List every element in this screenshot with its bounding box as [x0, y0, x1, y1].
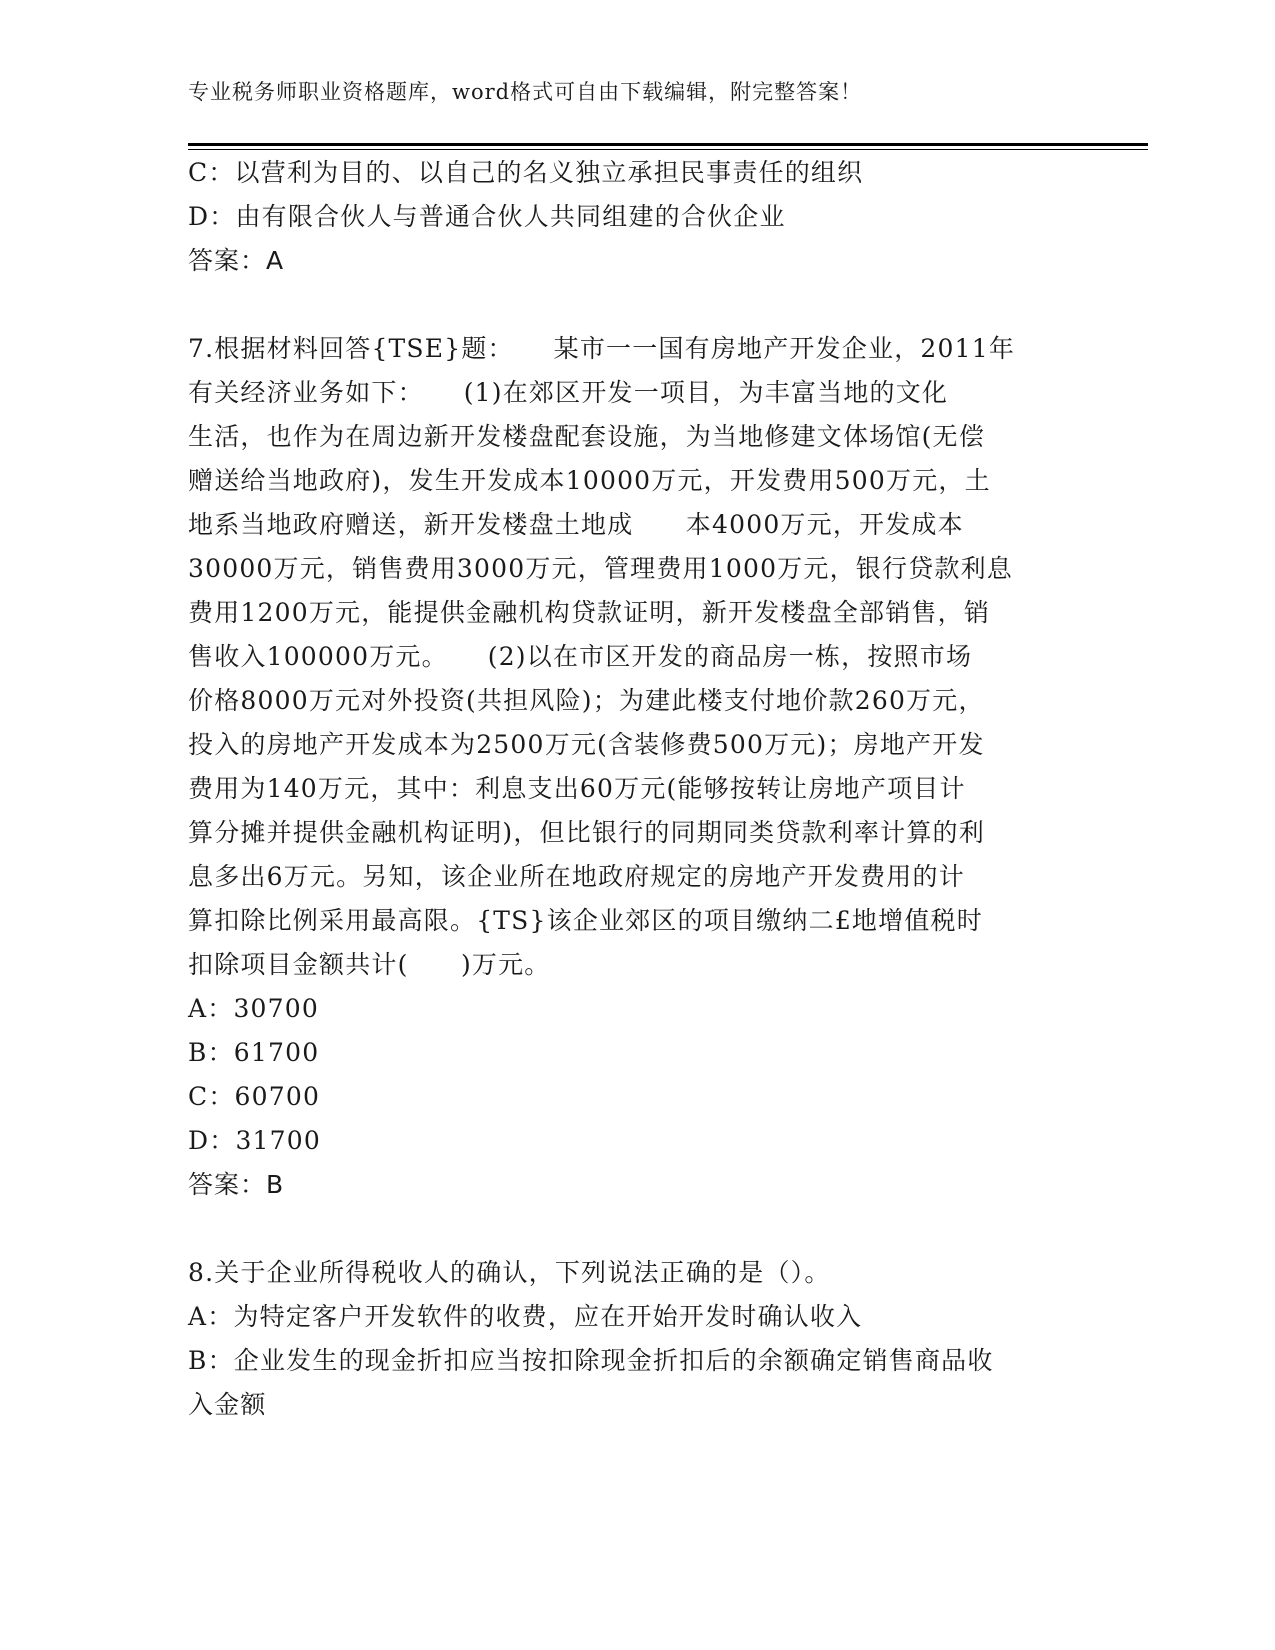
q7-line: 算分摊并提供金融机构证明)，但比银行的同期同类贷款利率计算的利 — [188, 818, 985, 847]
q6-option-c: C：以营利为目的、以自己的名义独立承担民事责任的组织 — [188, 158, 864, 187]
q7-line: 扣除项目金额共计( )万元。 — [188, 950, 551, 979]
q7-line: 30000万元，销售费用3000万元，管理费用1000万元，银行贷款利息 — [188, 554, 1013, 583]
q7-answer: 答案：B — [188, 1170, 285, 1199]
header-rule-thick — [188, 143, 1148, 146]
q7-line: 算扣除比例采用最高限。{TS}该企业郊区的项目缴纳二£地增值税时 — [188, 906, 983, 935]
page-header: 专业税务师职业资格题库，word格式可自由下载编辑，附完整答案！ — [188, 80, 863, 104]
q8-option-a: A：为特定客户开发软件的收费，应在开始开发时确认收入 — [188, 1302, 863, 1331]
q8-question: 8.关于企业所得税收人的确认，下列说法正确的是（）。 — [188, 1258, 831, 1287]
q6-option-d: D：由有限合伙人与普通合伙人共同组建的合伙企业 — [188, 202, 786, 231]
q7-line: 生活，也作为在周边新开发楼盘配套设施，为当地修建文体场馆(无偿 — [188, 422, 985, 451]
q7-line: 售收入100000万元。 (2)以在市区开发的商品房一栋，按照市场 — [188, 642, 973, 671]
q7-option-b: B：61700 — [188, 1038, 320, 1067]
q7-line: 投入的房地产开发成本为2500万元(含装修费500万元)；房地产开发 — [188, 730, 985, 759]
q6-answer: 答案：A — [188, 246, 285, 275]
q7-option-d: D：31700 — [188, 1126, 321, 1155]
q7-option-c: C：60700 — [188, 1082, 321, 1111]
q7-line: 费用为140万元，其中：利息支出60万元(能够按转让房地产项目计 — [188, 774, 966, 803]
q8-option-b-continued: 入金额 — [188, 1390, 267, 1419]
q7-line: 赠送给当地政府)，发生开发成本10000万元，开发费用500万元，土 — [188, 466, 991, 495]
q7-line: 有关经济业务如下： (1)在郊区开发一项目，为丰富当地的文化 — [188, 378, 949, 407]
q7-line: 费用1200万元，能提供金融机构贷款证明，新开发楼盘全部销售，销 — [188, 598, 991, 627]
q8-option-b: B：企业发生的现金折扣应当按扣除现金折扣后的余额确定销售商品收 — [188, 1346, 994, 1375]
q7-option-a: A：30700 — [188, 994, 319, 1023]
q7-line: 价格8000万元对外投资(共担风险)；为建此楼支付地价款260万元， — [188, 686, 985, 715]
q7-line: 地系当地政府赠送，新开发楼盘土地成 本4000万元，开发成本 — [188, 510, 964, 539]
q7-line: 息多出6万元。另知，该企业所在地政府规定的房地产开发费用的计 — [188, 862, 965, 891]
q7-line: 7.根据材料回答{TSE}题： 某市一一国有房地产开发企业，2011年 — [188, 334, 1016, 363]
